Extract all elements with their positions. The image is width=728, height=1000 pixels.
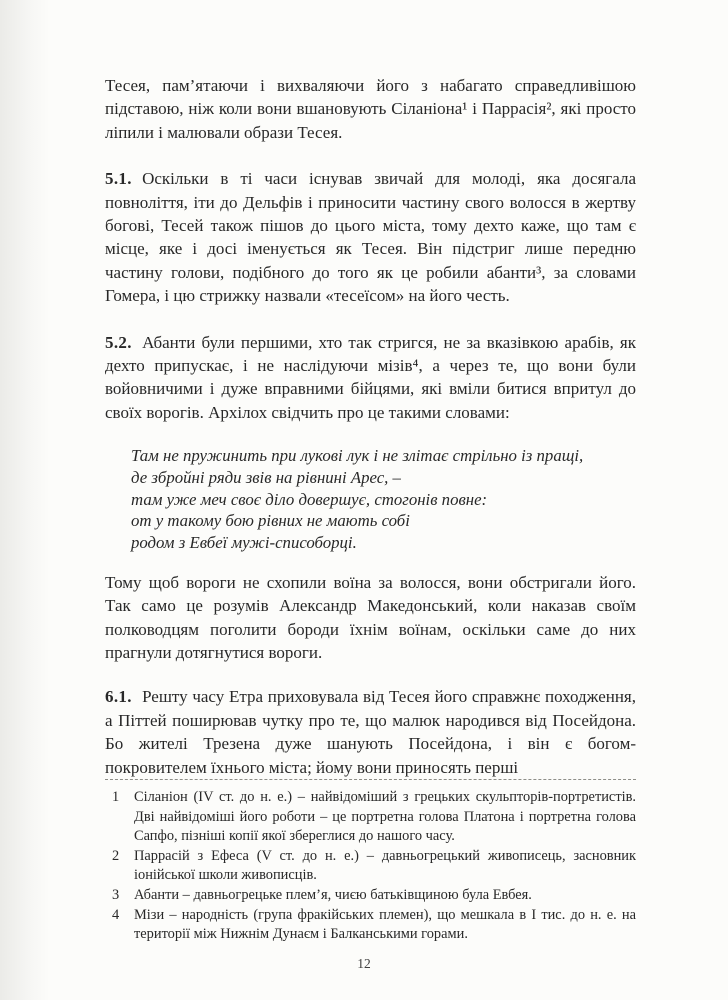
- section-number: 5.1.: [105, 169, 132, 189]
- section-text: Оскільки в ті часи існував звичай для молоді, яка досягала повноліття, іти до Дельфів і приносити частину свого волосся в жертву богові, Тесей також пішов до цього міста, тому дехто каже, що там є місце, яке і досі іменується як Тесея. Він підстриг лише передню частину голови, подібного до того як це робили абанти³, за словами Гомера, і цю стрижку назвали «тесеїсом» на його честь.: [105, 169, 636, 306]
- paragraph-after-quote: Тому щоб вороги не схопили воїна за волосся, вони обстригали його. Так само це розумів Александр Македонський, коли наказав своїм полководцям поголити бороди їхнім воїнам, оскільки саме до них прагнули дотягнутися вороги.: [105, 572, 636, 663]
- footnote-number: 2: [112, 847, 120, 864]
- footnote-text: Абанти – давньогрецьке плем’я, чиєю батьківщиною була Евбея.: [134, 886, 532, 903]
- footnote-number: 3: [112, 886, 120, 903]
- verse-line: там уже меч своє діло довершує, стогонів повне:: [131, 489, 488, 509]
- footnote-number: 4: [112, 906, 120, 923]
- section-text: Абанти були першими, хто так стригся, не за вказівкою арабів, як дехто припускає, і не наслідуючи мізів⁴, а через те, що вони були войовничими і дуже вправними бійцями, які вміли битися впритул до своїх ворогів. Архілох свідчить про це такими словами:: [105, 332, 636, 422]
- section-6-1: [105, 685, 636, 779]
- section-text: Решту часу Етра приховувала від Тесея його справжнє походження, а Піттей поширював чутку про те, що малюк народився від Посейдона. Бо жителі Трезена дуже шанують Посейдона, і він є богом-покровителем їхнього міста; йому вони приносять перші: [105, 687, 636, 777]
- footnote-number: 1: [112, 789, 120, 805]
- paragraph-intro: Тесея, пам’ятаючи і вихваляючи його з набагато справедливішою підставою, ніж коли вони вшановують Сіланіона¹ і Паррасія², які просто ліпили і малювали образи Тесея.: [105, 76, 636, 142]
- page-number: 12: [357, 956, 371, 971]
- footnote-text: Сіланіон (IV ст. до н. е.) – найвідоміший з грецьких скульпторів-портретистів. Дві найвідоміші його роботи – це портретна голова Платона і портретна голова Сапфо, пізніші копії якої збереглися до нашого часу.: [134, 789, 636, 845]
- text-block: [105, 74, 636, 779]
- section-5-2: [105, 331, 636, 425]
- footnotes-block: [105, 788, 636, 945]
- footnote-item: [105, 906, 636, 945]
- footnote-text: Паррасій з Ефеса (V ст. до н. е.) – давньогрецький живописець, засновник іонійської школи живописців.: [134, 847, 636, 884]
- section-5-1: [105, 167, 636, 307]
- verse-line: родом з Евбеї мужі-списоборці.: [131, 533, 357, 553]
- verse-quote: [131, 445, 636, 554]
- verse-line: Там не пружинить при лукові лук і не злітає стрільно із пращі,: [131, 446, 584, 466]
- footnote-item: [105, 886, 636, 906]
- footnote-divider: [105, 779, 636, 780]
- footnote-text: Мізи – народність (група фракійських племен), що мешкала в I тис. до н. е. на території між Нижнім Дунаєм і Балканськими горами.: [134, 906, 636, 943]
- section-number: 6.1.: [105, 687, 132, 707]
- verse-line: от у такому бою рівних не мають собі: [131, 511, 410, 531]
- verse-line: де збройні ряди звів на рівнині Арес, –: [131, 467, 401, 487]
- footnote-item: [105, 847, 636, 886]
- footnote-item: [105, 788, 636, 847]
- section-number: 5.2.: [105, 332, 132, 352]
- page-left-spine-shadow: [0, 0, 50, 1000]
